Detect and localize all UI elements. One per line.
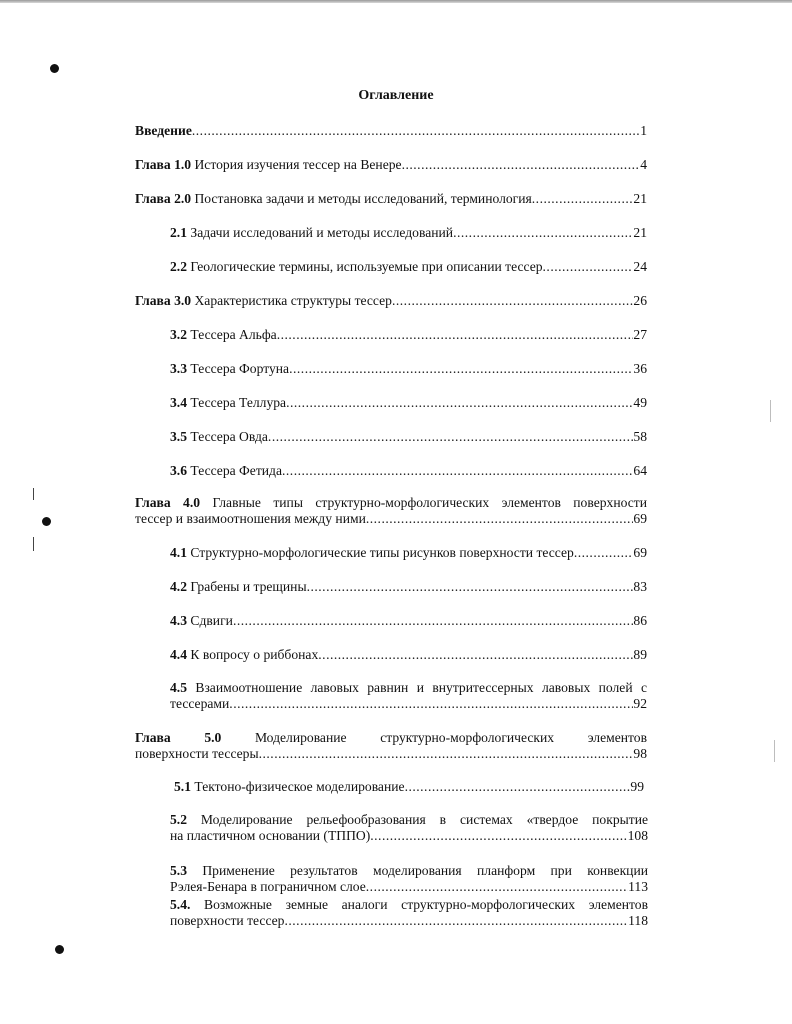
toc-leader — [268, 429, 633, 445]
toc-title: Структурно-морфологические типы рисунков поверхности тессер — [190, 545, 574, 560]
toc-page: 92 — [633, 696, 647, 711]
toc-number: 5.3 — [170, 863, 187, 878]
toc-number: 5.0 — [204, 730, 222, 745]
toc-leader — [259, 746, 634, 762]
toc-leader — [282, 463, 633, 479]
toc-entry-section-4-2[interactable] — [170, 579, 647, 595]
toc-page: 1 — [640, 123, 647, 138]
toc-number: 5.1 — [174, 779, 191, 794]
scan-mark — [770, 400, 771, 422]
toc-number: 4.2 — [170, 579, 187, 594]
toc-page: 26 — [633, 293, 647, 308]
toc-leader — [453, 225, 633, 241]
toc-entry-chapter-4[interactable] — [135, 494, 647, 527]
toc-number: Глава 1.0 — [135, 157, 192, 172]
toc-entry-chapter-3[interactable] — [135, 293, 647, 309]
toc-entry-section-2-1[interactable] — [170, 225, 647, 241]
toc-number: Глава 4.0 — [135, 495, 201, 510]
toc-leader — [318, 647, 633, 663]
toc-title: Сдвиги — [190, 613, 233, 628]
toc-number: 4.4 — [170, 647, 187, 662]
toc-page: 24 — [633, 259, 647, 274]
toc-number: 5.2 — [170, 812, 187, 827]
toc-number: 2.1 — [170, 225, 187, 240]
toc-title: К вопросу о риббонах — [190, 647, 319, 662]
toc-page: 69 — [633, 545, 647, 560]
toc-entry-section-5-4[interactable] — [170, 896, 648, 929]
toc-page: 4 — [640, 157, 647, 172]
scan-mark — [774, 740, 775, 762]
toc-title-line2: Рэлея-Бенара в пограничном слое — [170, 879, 366, 894]
toc-page: 69 — [633, 511, 647, 526]
toc-page: 86 — [633, 613, 647, 628]
toc-title: Характеристика структуры тессер — [194, 293, 392, 308]
toc-leader — [277, 327, 634, 343]
toc-page: 64 — [633, 463, 647, 478]
toc-entry-section-3-5[interactable] — [170, 429, 647, 445]
toc-leader — [532, 191, 634, 207]
toc-entry-chapter-1[interactable] — [135, 157, 647, 173]
toc-entry-section-4-3[interactable] — [170, 613, 647, 629]
toc-leader — [392, 293, 633, 309]
toc-page: 99 — [630, 779, 644, 794]
toc-leader — [192, 123, 640, 139]
toc-page: 21 — [633, 191, 647, 206]
toc-entry-chapter-2[interactable] — [135, 191, 647, 207]
toc-entry-section-3-4[interactable] — [170, 395, 647, 411]
toc-entry-section-3-2[interactable] — [170, 327, 647, 343]
toc-leader — [284, 913, 628, 929]
toc-number: 3.5 — [170, 429, 187, 444]
toc-leader — [366, 511, 634, 527]
toc-leader — [366, 879, 628, 895]
toc-number: 5.4. — [170, 897, 191, 912]
toc-title-line1: Взаимоотношение лавовых равнин и внутритессерных лавовых полей с — [195, 680, 647, 695]
toc-title-word: структурно-морфологических — [380, 730, 555, 745]
toc-entry-section-5-1[interactable] — [174, 779, 644, 795]
toc-title-word: Моделирование — [254, 730, 347, 745]
toc-title: Тессера Фетида — [190, 463, 282, 478]
toc-leader — [574, 545, 634, 561]
toc-page: 108 — [627, 828, 648, 843]
toc-leader — [289, 361, 633, 377]
toc-entry-section-2-2[interactable] — [170, 259, 647, 275]
toc-page: 27 — [633, 327, 647, 342]
toc-title: Тектоно-физическое моделирование — [194, 779, 405, 794]
toc-title-line1: Моделирование рельефообразования в системах «твердое покрытие — [200, 812, 648, 827]
toc-title-line2: на пластичном основании (ТППО) — [170, 828, 371, 843]
toc-number: Глава 2.0 — [135, 191, 192, 206]
toc-title-line2: тессерами — [170, 696, 230, 711]
toc-label: Введение — [135, 123, 192, 138]
toc-number: 3.4 — [170, 395, 187, 410]
toc-entry-section-5-2[interactable] — [170, 811, 648, 844]
toc-title: Геологические термины, используемые при описании тессер — [190, 259, 543, 274]
toc-page: 36 — [633, 361, 647, 376]
toc-title-line2: поверхности тессеры — [135, 746, 259, 761]
toc-number: 3.3 — [170, 361, 187, 376]
toc-title: Задачи исследований и методы исследований — [190, 225, 454, 240]
punch-hole — [55, 945, 64, 954]
scan-mark — [33, 488, 34, 500]
scan-mark — [33, 537, 34, 551]
toc-title: Тессера Овда — [190, 429, 268, 444]
toc-number: 4.3 — [170, 613, 187, 628]
toc-title: Тессера Теллура — [190, 395, 287, 410]
scan-edge — [0, 0, 792, 3]
toc-page: 118 — [628, 913, 648, 928]
toc-number: 4.1 — [170, 545, 187, 560]
toc-title-line1: Главные типы структурно-морфологических элементов поверхности — [212, 495, 647, 510]
toc-number: 3.6 — [170, 463, 187, 478]
toc-leader — [402, 157, 641, 173]
toc-page: 113 — [628, 879, 648, 894]
toc-entry-section-4-5[interactable] — [170, 679, 647, 712]
toc-title-word: элементов — [587, 730, 648, 745]
toc-leader — [229, 696, 633, 712]
toc-entry-section-4-1[interactable] — [170, 545, 647, 561]
toc-entry-section-4-4[interactable] — [170, 647, 647, 663]
toc-page: 89 — [633, 647, 647, 662]
punch-hole — [50, 64, 59, 73]
toc-number: 2.2 — [170, 259, 187, 274]
toc-page: 83 — [633, 579, 647, 594]
toc-title: Тессера Альфа — [190, 327, 277, 342]
toc-page: 49 — [633, 395, 647, 410]
punch-hole — [42, 517, 51, 526]
toc-leader — [405, 779, 631, 795]
toc-page: 58 — [633, 429, 647, 444]
toc-page: 21 — [633, 225, 647, 240]
toc-entry-chapter-5[interactable] — [135, 729, 647, 762]
toc-entry-section-5-3[interactable] — [170, 862, 648, 895]
toc-leader — [370, 828, 627, 844]
toc-title-line1: Возможные земные аналоги структурно-морфологических элементов — [204, 897, 648, 912]
toc-title-line2: поверхности тессер — [170, 913, 285, 928]
toc-title: История изучения тессер на Венере — [194, 157, 402, 172]
toc-number: Глава — [135, 730, 171, 745]
page-title: Оглавление — [358, 88, 434, 103]
toc-title-line1: Применение результатов моделирования планформ при конвекции — [202, 863, 648, 878]
toc-page: 98 — [633, 746, 647, 761]
toc-number: 4.5 — [170, 680, 187, 695]
toc-leader — [307, 579, 634, 595]
toc-entry-intro[interactable] — [135, 123, 647, 139]
toc-title: Грабены и трещины — [190, 579, 307, 594]
toc-title: Тессера Фортуна — [190, 361, 290, 376]
toc-title: Постановка задачи и методы исследований, терминология — [194, 191, 532, 206]
toc-number: 3.2 — [170, 327, 187, 342]
toc-entry-section-3-6[interactable] — [170, 463, 647, 479]
toc-leader — [233, 613, 633, 629]
toc-number: Глава 3.0 — [135, 293, 192, 308]
toc-title-line2: тессер и взаимоотношения между ними — [135, 511, 366, 526]
toc-entry-section-3-3[interactable] — [170, 361, 647, 377]
toc-leader — [286, 395, 633, 411]
toc-leader — [543, 259, 634, 275]
